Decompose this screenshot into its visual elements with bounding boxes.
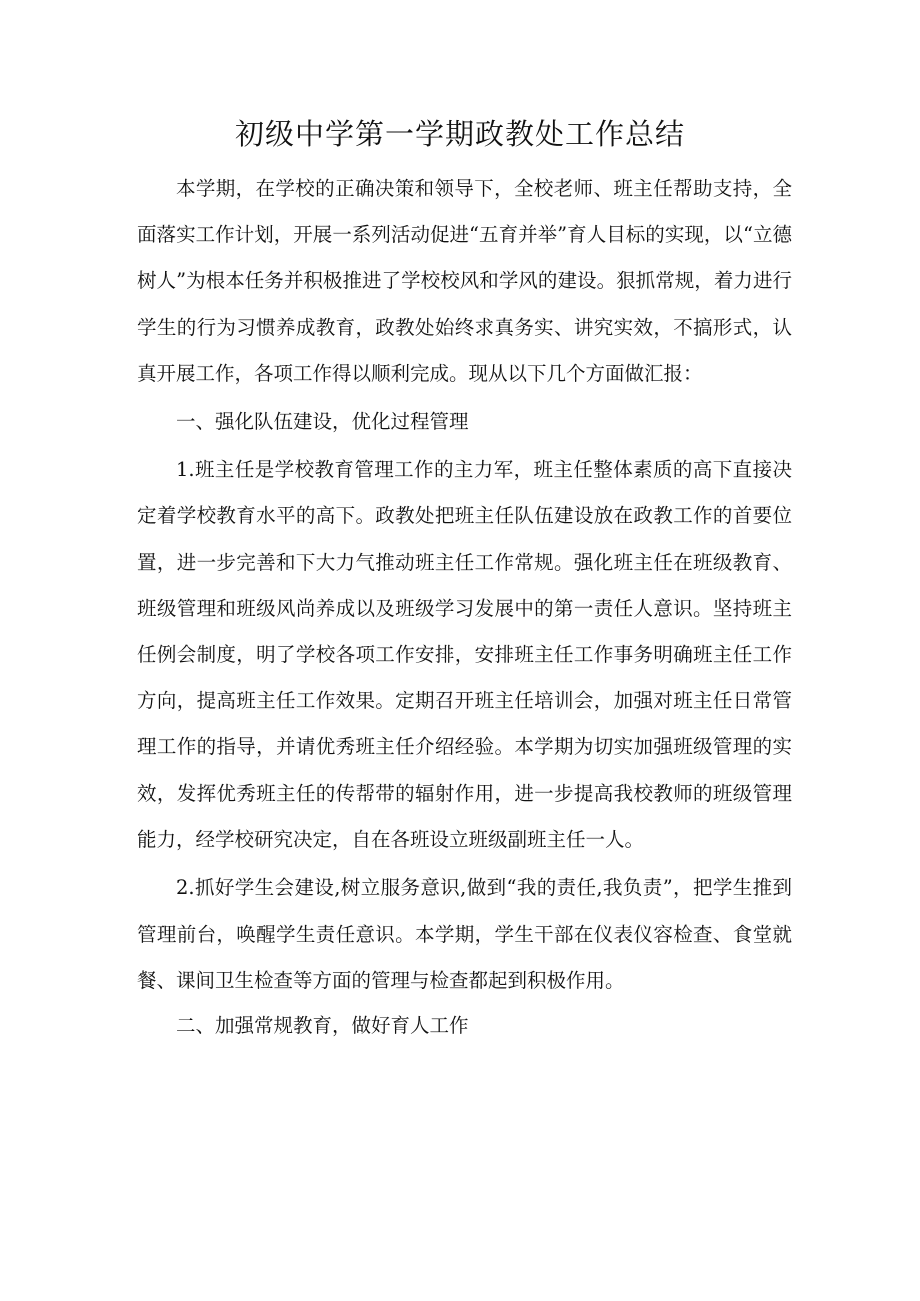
document-title: 初级中学第一学期政教处工作总结	[234, 117, 685, 151]
paragraph-student-union: 2.抓好学生会建设,树立服务意识,做到“我的责任,我负责”，把学生推到管理前台，唤醒学生责任意识。本学期，学生干部在仪表仪容检查、食堂就餐、课间卫生检查等方面的管理与检查都起到积极作用。	[137, 876, 792, 993]
intro-paragraph: 本学期，在学校的正确决策和领导下，全校老师、班主任帮助支持，全面落实工作计划，开展一系列活动促进“五育并举”育人目标的实现，以“立德树人”为根本任务并积极推进了学校校风和学风的建设。狠抓常规，着力进行学生的行为习惯养成教育，政教处始终求真务实、讲究实效，不搞形式，认真开展工作，各项工作得以顺利完成。现从以下几个方面做汇报：	[137, 177, 792, 385]
document-body	[137, 166, 792, 1047]
section-heading-1: 一、强化队伍建设，优化过程管理	[176, 410, 469, 434]
paragraph-class-teachers: 1.班主任是学校教育管理工作的主力军，班主任整体素质的高下直接决定着学校教育水平的高下。政教处把班主任队伍建设放在政教工作的首要位置，进一步完善和下大力气推动班主任工作常规。强化班主任在班级教育、班级管理和班级风尚养成以及班级学习发展中的第一责任人意识。坚持班主任例会制度，明了学校各项工作安排，安排班主任工作事务明确班主任工作方向，提高班主任工作效果。定期召开班主任培训会，加强对班主任日常管理工作的指导，并请优秀班主任介绍经验。本学期为切实加强班级管理的实效，发挥优秀班主任的传帮带的辐射作用，进一步提高我校教师的班级管理能力，经学校研究决定，自在各班设立班级副班主任一人。	[137, 458, 792, 851]
section-heading-2: 二、加强常规教育，做好育人工作	[176, 1013, 469, 1037]
